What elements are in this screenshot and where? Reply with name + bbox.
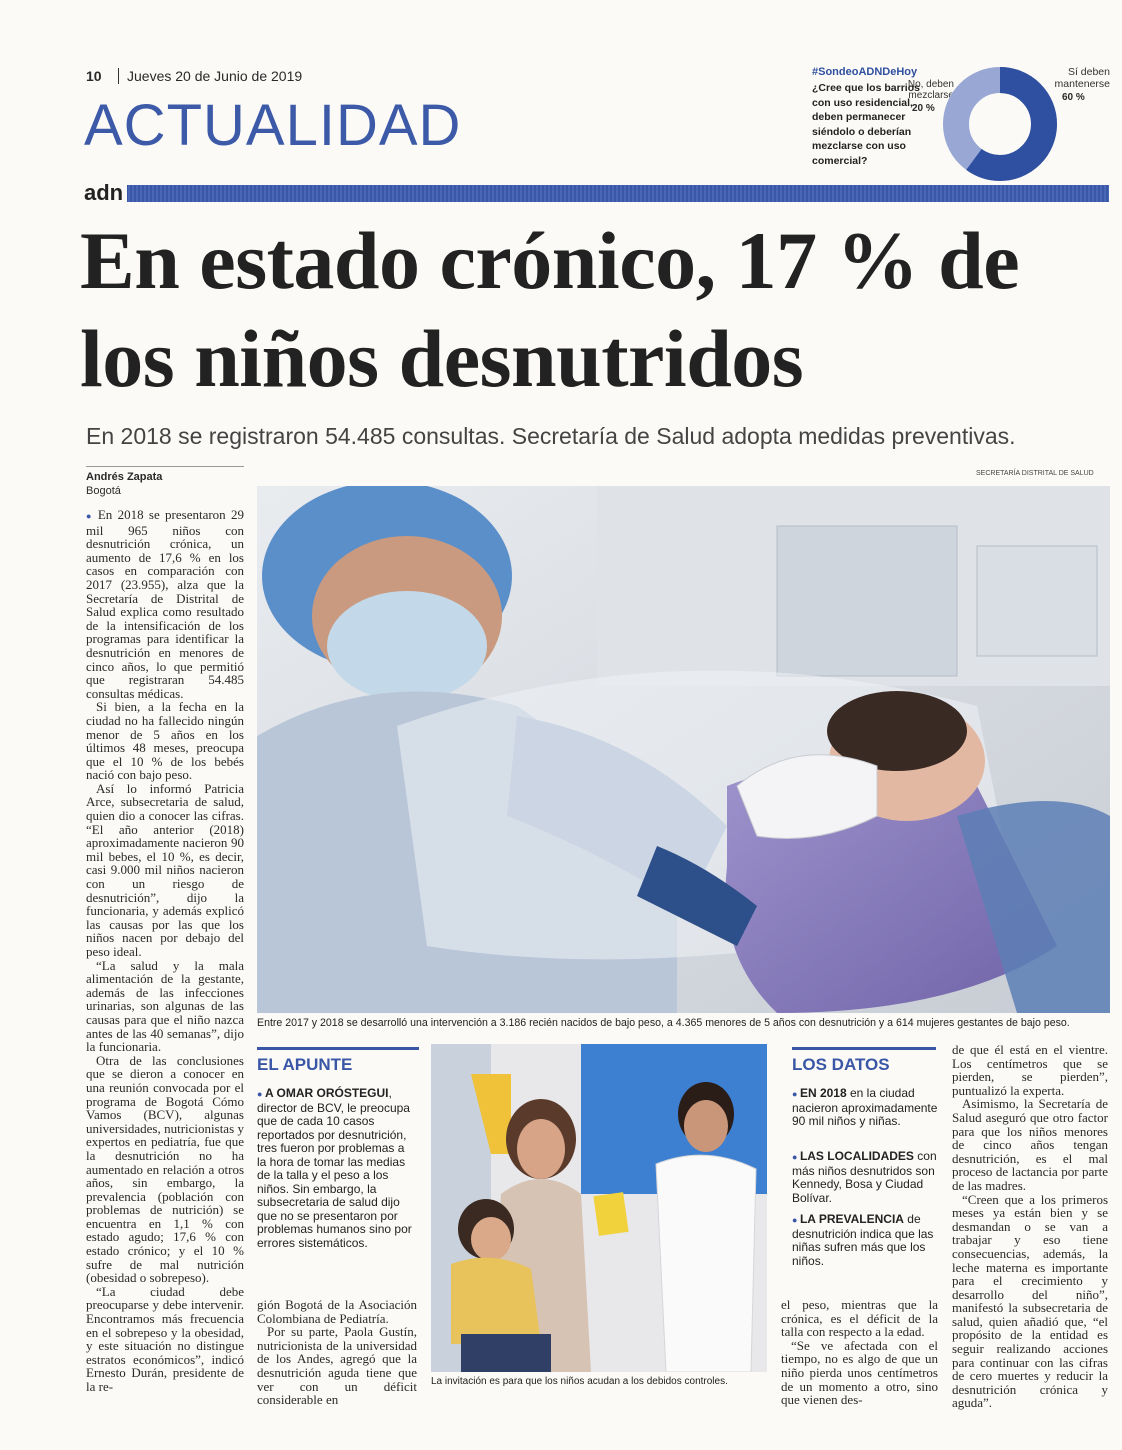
poll-donut-chart — [940, 64, 1060, 184]
paragraph: de que él está en el vientre. Los centímetros que se pierden, se pierden”, puntualizó la experta. — [952, 1042, 1108, 1098]
photo-nurse-mother-child — [431, 1044, 767, 1372]
paragraph: Asimismo, la Secretaría de Salud aseguró que otro factor para que los niños menores de cinco años tengan desnutrición, es el mal proceso de lactancia por parte de las madres. — [952, 1096, 1108, 1193]
issue-date: Jueves 20 de Junio de 2019 — [118, 68, 302, 84]
byline-rule — [86, 466, 244, 467]
paragraph: “Se ve afectada con el tiempo, no es algo de que un niño pierda unos centímetros de un momento a otro, sino que vienen des- — [781, 1337, 938, 1408]
apunte-title: EL APUNTE — [257, 1055, 353, 1074]
paragraph: ● En 2018 se presentaron 29 mil 965 niños con desnutrición crónica, un aumento de 17,6 % en los casos en comparación con 2017 (23.955), alza que la Secretaría de Distrital de Salud explica como resultado de la intensificación de los programas para identificar la desnutrición en menores de cinco años, lo que permitió que registraran 54.485 consultas médicas. — [86, 508, 244, 700]
bullet-dot-icon — [792, 1086, 800, 1100]
poll-hashtag: #SondeoADNDeHoy — [812, 66, 918, 78]
poll-option-label-si: Sí deben mantenerse — [1054, 66, 1110, 90]
datos-rule — [792, 1047, 936, 1050]
article-column-4 — [952, 1043, 1108, 1410]
bullet-dot-icon — [792, 1212, 800, 1226]
bullet-dot-icon — [257, 1086, 265, 1100]
adn-logo: adn — [82, 181, 127, 205]
subheadline: En 2018 se registraron 54.485 consultas. Secretaría de Salud adopta medidas preventivas. — [86, 423, 1016, 449]
apunte-rule — [257, 1047, 419, 1050]
poll-question: ¿Cree que los barrios con uso residencial, deben permanecer siéndolo o deberían mezclarse con uso comercial? — [812, 82, 920, 167]
paragraph: “Creen que a los primeros meses ya están bien y se desmandan o se van a trabajar y eso tiene consecuencias, además, la leche materna es importante para el crecimiento y desarrollo del niño”, manifestó la subsecretaria de salud, quien añadió que, “el propósito de la entidad es seguir realizando acciones para continuar con las cifras de cero muertes y reducir la desnutrición crónica y aguda”. — [952, 1191, 1108, 1411]
paragraph: Si bien, a la fecha en la ciudad no ha fallecido ningún menor de 5 años en los últimos 48 meses, preocupa que el 10 % de los bebés nació con bajo peso. — [86, 699, 244, 783]
paragraph: gión Bogotá de la Asociación Colombiana de Pediatría. — [257, 1297, 417, 1326]
byline-author: Andrés Zapata — [86, 471, 163, 483]
paragraph: “La ciudad debe preocuparse y debe intervenir. Encontramos más frecuencia en el sobrepeso y la obesidad, y este situación no distingue estratos económicos”, indicó Ernesto Durán, presidente de la re- — [86, 1283, 244, 1394]
apunte-text: ● A OMAR ORÓSTEGUI, director de BCV, le preocupa que de cada 10 casos reportados por desnutrición, tres fueron por problemas a la hora de tomar las medias de la talla y el peso a los niños. Sin embargo, la subsecretaria de salud dijo que no se presentaron por problemas humanos sino por errores sistemáticos. — [257, 1087, 417, 1250]
section-title: ACTUALIDAD — [84, 93, 462, 158]
poll-option-value-no: 20 % — [912, 103, 935, 114]
paragraph: Así lo informó Patricia Arce, subsecretaria de salud, quien dio a conocer las cifras. “El año anterior (2018) aproximadamente nacieron 90 mil bebes, el 10 %, es decir, casi 9.000 mil niños nacieron con un riesgo de desnutrición”, dijo la funcionaria, y además explicó las causas por las que los niños nacen por debajo del peso ideal. — [86, 780, 244, 959]
article-column-3 — [781, 1298, 938, 1407]
article-column-2 — [257, 1298, 417, 1407]
dato-item: ● EN 2018 en la ciudad nacieron aproximadamente 90 mil niños y niñas. — [792, 1087, 938, 1129]
article-column-1 — [86, 508, 244, 1394]
photo-credit: SECRETARÍA DISTRITAL DE SALUD — [976, 470, 1094, 477]
datos-title: LOS DATOS — [792, 1055, 890, 1074]
photo-caption-main: Entre 2017 y 2018 se desarrolló una intervención a 3.186 recién nacidos de bajo peso, a 4.365 menores de 5 años con desnutrición y a 614 mujeres gestantes de bajo peso. — [257, 1017, 1070, 1029]
paragraph: el peso, mientras que la crónica, es el déficit de la talla con respecto a la edad. — [781, 1297, 938, 1340]
photo-caption-secondary: La invitación es para que los niños acudan a los debidos controles. — [431, 1376, 728, 1387]
paragraph: “La salud y la mala alimentación de la gestante, además de las infecciones urinarias, son algunas de las causas para que el niño nazca antes de las 40 semanas”, dijo la funcionaria. — [86, 957, 244, 1055]
poll-option-label-no: No, deben mezclarse — [907, 79, 954, 101]
bullet-dot-icon — [86, 507, 98, 522]
paragraph: Por su parte, Paola Gustín, nutricionista de la universidad de los Andes, agregó que la desnutrición aguda tiene que ver con un déficit considerable en — [257, 1324, 417, 1408]
dato-item: ● LA PREVALENCIA de desnutrición indica que las niñas sufren más que los niños. — [792, 1213, 938, 1268]
brand-bar — [86, 185, 1109, 202]
byline-location: Bogotá — [86, 485, 121, 497]
headline: En estado crónico, 17 % de los niños desnutridos — [80, 215, 1020, 404]
bullet-dot-icon — [792, 1149, 800, 1163]
photo-nurse-newborn-incubator — [257, 486, 1110, 1013]
page-number: 10 — [86, 68, 102, 84]
poll-option-value-si: 60 % — [1062, 92, 1085, 103]
paragraph: Otra de las conclusiones que se dieron a conocer en una reunión convocada por el programa de Bogotá Cómo Vamos (BCV), algunas universidades, nutricionistas y expertos en pediatría, fue que la desnutrición no ha aumentado en relación a otros años, sin embargo, la prevalencia (población con problemas de nutrición) se encuentra en 1,1 % con estado agudo; 17,6 % con estado crónico; y el 10 % sufre de mal nutrición (obesidad o sobrepeso). — [86, 1052, 244, 1286]
dato-item: ● LAS LOCALIDADES con más niños desnutridos son Kennedy, Bosa y Ciudad Bolívar. — [792, 1150, 938, 1205]
